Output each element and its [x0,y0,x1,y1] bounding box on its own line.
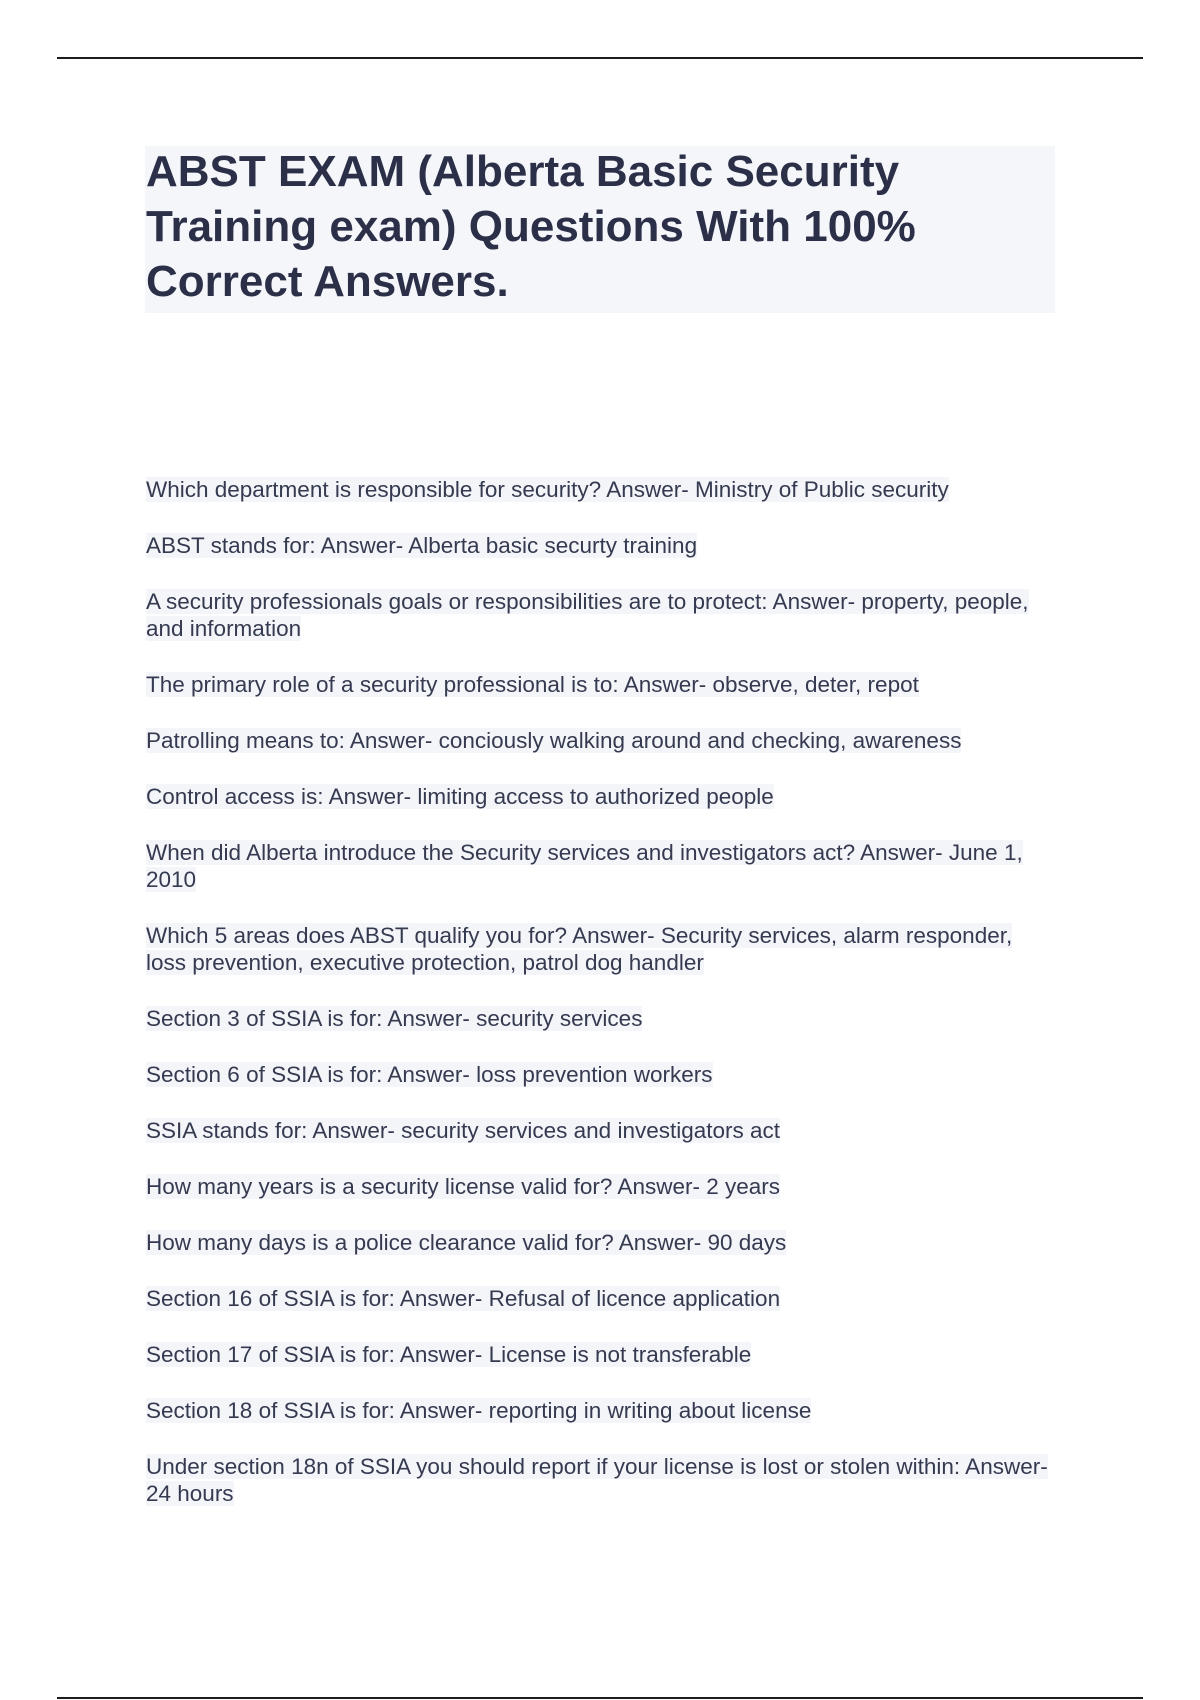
qa-item-17 [146,1453,1056,1507]
qa-text: Which department is responsible for security? Answer- Ministry of Public security [146,477,949,502]
qa-item-11 [146,1117,1056,1144]
qa-text: Section 3 of SSIA is for: Answer- security services [146,1006,643,1031]
qa-text: ABST stands for: Answer- Alberta basic securty training [146,533,698,558]
qa-item-6 [146,783,1056,810]
qa-item-5 [146,727,1056,754]
qa-item-16 [146,1397,1056,1424]
bottom-rule [57,1697,1143,1699]
qa-text: Which 5 areas does ABST qualify you for? Answer- Security services, alarm responder, loss prevention, executive protection, patrol dog handler [146,923,1013,975]
qa-text: The primary role of a security professional is to: Answer- observe, deter, repot [146,672,919,697]
qa-text: SSIA stands for: Answer- security services and investigators act [146,1118,781,1143]
qa-item-10 [146,1061,1056,1088]
qa-item-15 [146,1341,1056,1368]
qa-list [146,476,1056,1536]
qa-text: How many days is a police clearance valid for? Answer- 90 days [146,1230,787,1255]
qa-text: Under section 18n of SSIA you should report if your license is lost or stolen within: Answer- 24 hours [146,1454,1048,1506]
qa-text: Section 18 of SSIA is for: Answer- reporting in writing about license [146,1398,812,1423]
document-title: ABST EXAM (Alberta Basic Security Training exam) Questions With 100% Correct Answers. [146,147,916,306]
qa-text: Section 16 of SSIA is for: Answer- Refusal of licence application [146,1286,781,1311]
qa-item-8 [146,922,1056,976]
top-rule [57,57,1143,59]
qa-text: A security professionals goals or responsibilities are to protect: Answer- property, people, and information [146,589,1029,641]
qa-text: Patrolling means to: Answer- conciously walking around and checking, awareness [146,728,962,753]
qa-text: Section 17 of SSIA is for: Answer- License is not transferable [146,1342,752,1367]
qa-item-14 [146,1285,1056,1312]
qa-item-7 [146,839,1056,893]
qa-text: When did Alberta introduce the Security services and investigators act? Answer- June 1, 2010 [146,840,1023,892]
qa-item-13 [146,1229,1056,1256]
qa-text: How many years is a security license valid for? Answer- 2 years [146,1174,780,1199]
qa-text: Control access is: Answer- limiting access to authorized people [146,784,774,809]
qa-text: Section 6 of SSIA is for: Answer- loss prevention workers [146,1062,713,1087]
qa-item-1 [146,476,1056,503]
qa-item-3 [146,588,1056,642]
qa-item-4 [146,671,1056,698]
qa-item-9 [146,1005,1056,1032]
qa-item-2 [146,532,1056,559]
qa-item-12 [146,1173,1056,1200]
